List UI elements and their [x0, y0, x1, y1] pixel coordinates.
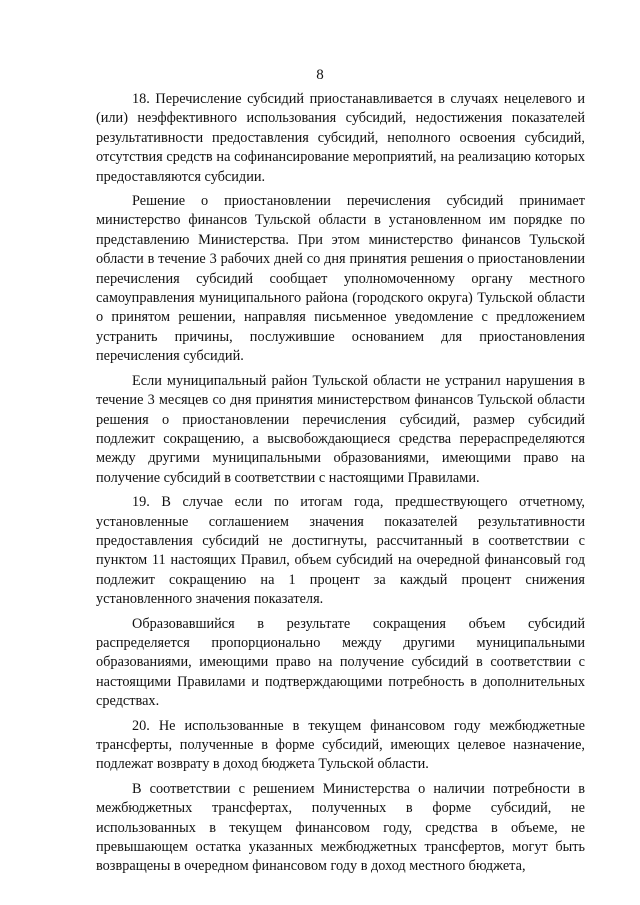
paragraph-suspension-decision: Решение о приостановлении перечисления субсидий принимает министерство финансов Тульской области в установленном им порядке по представлению Министерства. При этом министерство финансов Тульской области в течение 3 рабочих дней со дня принятия решения о приостановлении перечисления субсидий сообщает уполномоченному органу местного самоуправления муниципального района (городского округа) Тульской области о принятом решении, направляя письменное уведомление с предложением устранить причины, послужившие основанием для приостановления перечисления субсидий.: [96, 193, 585, 365]
paragraph-redistribution: Образовавшийся в результате сокращения объем субсидий распределяется пропорционально между другими муниципальными образованиями, имеющими право на получение субсидий в соответствии с настоящими Правилами и подтверждающими потребность в дополнительных средствах.: [96, 615, 585, 710]
paragraph-20: 20. Не использованные в текущем финансовом году межбюджетные трансферты, полученные в форме субсидий, имеющих целевое назначение, подлежат возврату в доход бюджета Тульской области.: [96, 717, 585, 773]
paragraph-18: 18. Перечисление субсидий приостанавливается в случаях нецелевого и (или) неэффективного использования субсидий, недостижения показателей результативности предоставления субсидий, неполного освоения субсидий, отсутствия средств на софинансирование мероприятий, на реализацию которых предоставляются субсидии.: [96, 91, 585, 185]
page-number: 8: [316, 67, 324, 83]
paragraph-19: 19. В случае если по итогам года, предшествующего отчетному, установленные соглашением значения показателей результативности предоставления субсидий не достигнуты, рассчитанный в соответствии с пунктом 11 настоящих Правил, объем субсидий на очередной финансовый год подлежит сокращению на 1 процент за каждый процент снижения установленного значения показателя.: [96, 494, 585, 608]
paragraph-unresolved-violations: Если муниципальный район Тульской области не устранил нарушения в течение 3 месяцев со дня принятия министерством финансов Тульской области решения о приостановлении перечисления субсидий, размер субсидий подлежит сокращению, а высвобождающиеся средства перераспределяются между другими муниципальными образованиями, имеющими право на получение субсидий в соответствии с настоящими Правилами.: [96, 372, 585, 486]
paragraph-return-of-funds: В соответствии с решением Министерства о наличии потребности в межбюджетных трансфертах, полученных в форме субсидий, не использованных в текущем финансовом году, средства в объеме, не превышающем остатка указанных межбюджетных трансфертов, могут быть возвращены в очередном финансовом году в доход местного бюджета,: [96, 780, 585, 875]
document-body: [96, 90, 585, 877]
